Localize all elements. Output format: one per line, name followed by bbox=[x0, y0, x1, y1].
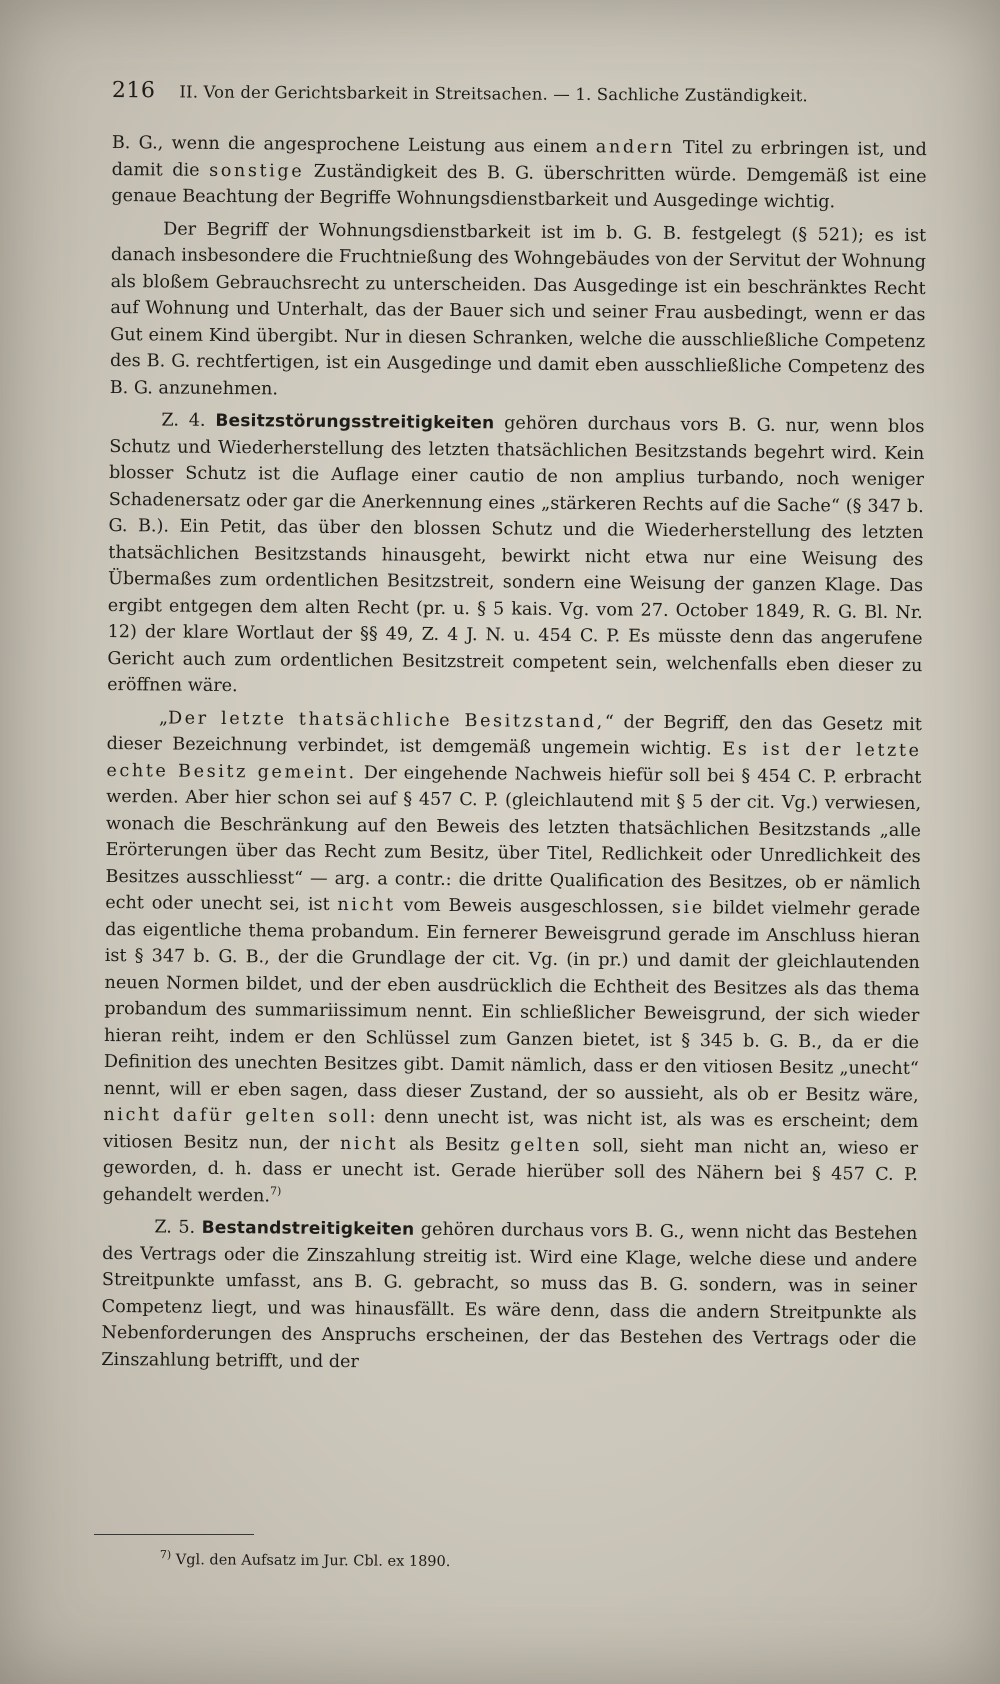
emphasis-spaced: Es ist der letzte echte Besitz gemeint. bbox=[106, 739, 922, 783]
paragraph-wohnungsdienstbarkeit: Der Begriff der Wohnungsdienstbarkeit ist im b. G. B. festgelegt (§ 521); es ist danach insbesondere die Fruchtnießung des Wohngebäudes von der Servitut der Wohnung als bloßem Gebrauchsrecht zu unterscheiden. Das Ausgedinge ist ein beschränktes Recht auf Wohnung und Unterhalt, das der Bauer sich und seiner Frau ausbedingt, wenn er das Gut einem Kind übergibt. Nur in diesen Schranken, welche die ausschließliche Competenz des B. G. rechtfertigen, ist ein Ausgedinge und damit eben ausschließliche Competenz des B. G. anzunehmen. bbox=[109, 218, 927, 399]
emphasis-spaced: andern bbox=[595, 137, 675, 158]
text-run: “ der Begriff, den das Gesetz mit dieser Bezeichnung verbindet, ist demgemäß ungemein wichtig. bbox=[106, 711, 922, 760]
section-number: Z. 5. bbox=[154, 1217, 202, 1238]
footnote-divider bbox=[94, 1534, 254, 1535]
text-run: bildet vielmehr gerade das eigentliche thema probandum. Ein fernerer Beweisgrund gerade im Anschluss hieran ist § 347 b. G. B., der die Grundlage der cit. Vg. (in pr.) und damit der gleichlautenden neuen Normen bildet, und der eben ausdrücklich die Echtheit des Besitzes als das thema probandum des summariissimum nennt. Ein schließlicher Beweisgrund, der sich wieder hieran reiht, indem er den Schlüssel zum Ganzen bietet, ist § 345 b. G. B., da er die Definition des unechten Besitzes gibt. Damit nämlich, dass er den vitiosen Besitz „unecht“ nennt, will er eben sagen, dass dieser Zustand, der so aussieht, als ob er Besitz wäre, bbox=[103, 898, 921, 1106]
emphasis-spaced: Der letzte thatsächliche Besitzstand, bbox=[167, 708, 605, 732]
text-run: B. G., wenn die angesprochene Leistung aus einem bbox=[111, 132, 596, 158]
text-run: Titel zu erbringen ist, und damit die bbox=[111, 137, 927, 181]
footnote-marker: 7) bbox=[159, 1548, 172, 1562]
emphasis-spaced: nicht bbox=[337, 894, 396, 916]
text-run: gehören durchaus vors B. G., wenn nicht das Bestehen des Vertrags oder die Zinszahlung streitig ist. Wird eine Klage, welche diese und andere Streitpunkte umfasst, ans B. G. gebracht, so muss das B. G. sondern, was in seiner Competenz liegt, und was hinausfällt. Es wäre denn, dass die andern Streitpunkte als Nebenforderungen des Anspruchs erscheinen, der das Bestehen des Vertrags oder die Zinszahlung betrifft, und der bbox=[101, 1219, 918, 1372]
text-run: Der eingehende Nachweis hiefür soll bei § 454 C. P. erbracht werden. Aber hier schon sei auf § 457 C. P. (gleichlautend mit § 5 der cit. Vg.) verwiesen, wonach die Beschränkung auf den Beweis des letzten thatsächlichen Besitzstands „alle Erörterungen über das Recht zum Besitz, über Titel, Redlichkeit oder Unredlichkeit des Besitzes ausschliesst“ — arg. a contr.: die dritte Qualification des Besitzes, ob er nämlich echt oder unecht sei, ist bbox=[105, 762, 922, 915]
emphasis-spaced: sonstige bbox=[209, 160, 305, 182]
text-run: Zuständigkeit des B. G. überschritten würde. Demgemäß ist eine genaue Beachtung der Begriffe Wohnungsdienstbarkeit und Ausgedinge wichtig. bbox=[111, 161, 927, 213]
text-run: „ bbox=[158, 707, 169, 729]
text-run: vom Beweis ausgeschlossen, bbox=[395, 895, 673, 918]
footnote-reference: 7) bbox=[269, 1184, 282, 1198]
footnote bbox=[160, 1549, 860, 1576]
emphasis-spaced: gelten bbox=[510, 1135, 582, 1156]
section-number: Z. 4. bbox=[161, 410, 216, 431]
page-header bbox=[112, 78, 902, 113]
text-run: als Besitz bbox=[398, 1134, 511, 1156]
paragraph-z4 bbox=[107, 407, 925, 706]
emphasis-spaced: nicht bbox=[339, 1133, 399, 1155]
paragraph-continuation bbox=[111, 130, 927, 217]
section-heading: Besitzstörungsstreitigkeiten bbox=[215, 410, 495, 434]
footnote-text: Vgl. den Aufsatz im Jur. Cbl. ex 1890. bbox=[175, 1552, 451, 1571]
paragraph-besitzstand bbox=[103, 704, 922, 1215]
emphasis-spaced: nicht dafür gelten soll bbox=[103, 1104, 370, 1128]
page-number: 216 bbox=[111, 78, 156, 104]
text-run: soll, sieht man nicht an, wieso er geworden, d. h. dass er unecht ist. Gerade hierüber soll des Nähern bei § 457 C. P. gehandelt werden. bbox=[102, 1135, 919, 1206]
running-head: II. Von der Gerichtsbarkeit in Streitsachen. — 1. Sachliche Zuständigkeit. bbox=[179, 82, 808, 106]
section-heading: Bestandstreitigkeiten bbox=[201, 1217, 415, 1240]
paragraph-z5 bbox=[101, 1214, 917, 1380]
text-run: : denn unecht ist, was nicht ist, als was es erscheint; dem vitiosen Besitz nun, der bbox=[103, 1107, 919, 1154]
body-text bbox=[101, 130, 927, 1380]
text-run: gehören durchaus vors B. G. nur, wenn blos Schutz und Wiederherstellung des letzten thatsächlichen Besitzstands begehrt wird. Kein blosser Schutz ist die Auflage einer cautio de non amplius turbando, noch weniger Schadenersatz oder gar die Anerkennung eines „stärkeren Rechts auf die Sache“ (§ 347 b. G. B.). Ein Petit, das über den blossen Schutz und die Wiederherstellung des letzten thatsächlichen Besitzstands hinausgeht, bewirkt nicht etwa nur eine Weisung des Übermaßes zum ordentlichen Besitzstreit, sondern eine Weisung der ganzen Klage. Das ergibt entgegen dem alten Recht (pr. u. § 5 kais. Vg. vom 27. October 1849, R. G. Bl. Nr. 12) der klare Wortlaut der §§ 49, Z. 4 J. N. u. 454 C. P. Es müsste denn das angerufene Gericht auch zum ordentlichen Besitzstreit competent sein, welchenfalls eben dieser zu eröffnen wäre. bbox=[107, 413, 925, 697]
emphasis-spaced: sie bbox=[671, 897, 705, 919]
